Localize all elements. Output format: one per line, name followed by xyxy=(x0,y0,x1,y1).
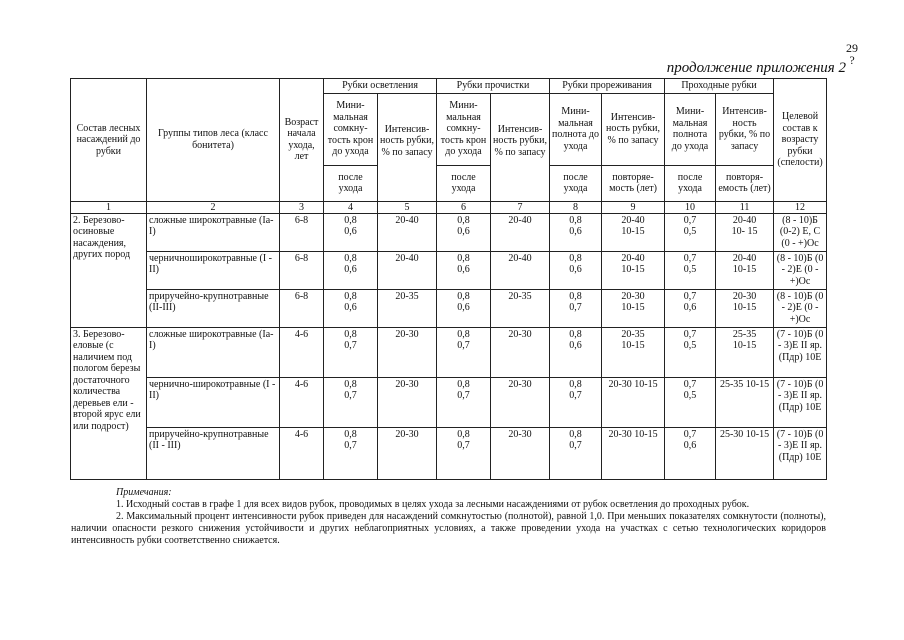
col-number: 4 xyxy=(324,201,378,213)
forest-type-cell: сложные широкотравные (Ia-I) xyxy=(147,327,280,377)
header-min-density-8: Мини-мальная полнота до ухода xyxy=(550,93,602,165)
table-row xyxy=(71,213,827,251)
header-intensity-7: Интенсив-ность рубки, % по запасу xyxy=(491,93,550,201)
header-group-thinning: Рубки прореживания xyxy=(550,79,665,94)
value-cell: 20-40 xyxy=(378,251,437,289)
value-cell: 20-30 xyxy=(378,327,437,377)
header-after-6: после ухода xyxy=(437,165,491,201)
notes-title: Примечания: xyxy=(116,487,172,498)
value-cell: 0,8 0,7 xyxy=(550,289,602,327)
value-cell: 0,7 0,5 xyxy=(665,377,716,427)
value-cell: 20-30 10-15 xyxy=(602,377,665,427)
value-cell: 0,7 0,5 xyxy=(665,327,716,377)
composition-cell: 3. Березово-еловые (с наличием под пологом березы достаточного количества деревьев ели - второй ярус ели или подрост) xyxy=(71,327,147,479)
target-cell: (8 - 10)Б (0 - 2)Е (0 - +)Ос xyxy=(774,251,827,289)
header-intensity-9: Интенсив-ность рубки, % по запасу xyxy=(602,93,665,165)
value-cell: 20-40 xyxy=(491,251,550,289)
care-felling-table xyxy=(70,78,827,480)
value-cell: 20-30 10-15 xyxy=(602,427,665,479)
col-number: 10 xyxy=(665,201,716,213)
value-cell: 0,8 0,6 xyxy=(437,251,491,289)
notes-section xyxy=(71,487,826,547)
value-cell: 0,8 0,7 xyxy=(437,377,491,427)
value-cell: 0,8 0,6 xyxy=(324,213,378,251)
header-group-passage: Проходные рубки xyxy=(665,79,774,94)
age-cell: 6-8 xyxy=(280,213,324,251)
value-cell: 0,8 0,7 xyxy=(324,377,378,427)
value-cell: 0,8 0,6 xyxy=(324,251,378,289)
value-cell: 0,8 0,6 xyxy=(550,327,602,377)
value-cell: 20-30 xyxy=(491,327,550,377)
header-target: Целевой состав к возрасту рубки (спелости) xyxy=(774,79,827,202)
col-number: 8 xyxy=(550,201,602,213)
table-row xyxy=(71,427,827,479)
value-cell: 20-30 xyxy=(378,377,437,427)
forest-type-cell: чернично-широкотравные (I - II) xyxy=(147,377,280,427)
target-cell: (7 - 10)Б (0 - 3)Е II яр. (Пдр) 10Е xyxy=(774,377,827,427)
header-start-age: Возраст начала ухода, лет xyxy=(280,79,324,202)
value-cell: 20-35 xyxy=(378,289,437,327)
col-number: 2 xyxy=(147,201,280,213)
value-cell: 0,7 0,6 xyxy=(665,427,716,479)
value-cell: 20-40 10-15 xyxy=(602,251,665,289)
page-number-value: 29 xyxy=(846,41,858,55)
header-after-4: после ухода xyxy=(324,165,378,201)
value-cell: 20-40 xyxy=(491,213,550,251)
target-cell: (8 - 10)Б (0 - 2)Е (0 - +)Ос xyxy=(774,289,827,327)
value-cell: 0,8 0,6 xyxy=(437,289,491,327)
value-cell: 25-35 10-15 xyxy=(716,327,774,377)
header-min-crown-6: Мини-мальная сомкну-тость крон до ухода xyxy=(437,93,491,165)
value-cell: 0,7 0,5 xyxy=(665,251,716,289)
value-cell: 25-35 10-15 xyxy=(716,377,774,427)
table-row xyxy=(71,377,827,427)
header-forest-types: Группы типов леса (класс бонитета) xyxy=(147,79,280,202)
value-cell: 0,8 0,7 xyxy=(324,327,378,377)
composition-cell: 2. Березово-осиновые насаждения, других пород xyxy=(71,213,147,327)
value-cell: 20-40 xyxy=(378,213,437,251)
col-number: 3 xyxy=(280,201,324,213)
value-cell: 0,8 0,6 xyxy=(550,213,602,251)
value-cell: 20-30 10-15 xyxy=(602,289,665,327)
col-number: 5 xyxy=(378,201,437,213)
value-cell: 0,8 0,6 xyxy=(550,251,602,289)
col-number: 11 xyxy=(716,201,774,213)
forest-type-cell: приручейно-крупнотравные (II-III) xyxy=(147,289,280,327)
header-repeat-9: повторяе-мость (лет) xyxy=(602,165,665,201)
header-after-10: после ухода xyxy=(665,165,716,201)
forest-type-cell: сложные широкотравные (Ia-I) xyxy=(147,213,280,251)
value-cell: 0,7 0,6 xyxy=(665,289,716,327)
value-cell: 0,8 0,7 xyxy=(550,377,602,427)
age-cell: 4-6 xyxy=(280,427,324,479)
age-cell: 4-6 xyxy=(280,327,324,377)
forest-type-cell: приручейно-крупнотравные (II - III) xyxy=(147,427,280,479)
age-cell: 6-8 xyxy=(280,251,324,289)
age-cell: 6-8 xyxy=(280,289,324,327)
col-number: 12 xyxy=(774,201,827,213)
age-cell: 4-6 xyxy=(280,377,324,427)
col-number: 7 xyxy=(491,201,550,213)
value-cell: 0,8 0,7 xyxy=(437,427,491,479)
header-min-crown-4: Мини-мальная сомкну-тость крон до ухода xyxy=(324,93,378,165)
value-cell: 20-35 10-15 xyxy=(602,327,665,377)
table-row xyxy=(71,289,827,327)
header-group-cleaning: Рубки прочистки xyxy=(437,79,550,94)
header-after-8: после ухода xyxy=(550,165,602,201)
col-number: 9 xyxy=(602,201,665,213)
continuation-title: продолжение приложения 2 xyxy=(666,60,846,76)
header-intensity-5: Интенсив-ность рубки, % по запасу xyxy=(378,93,437,201)
value-cell: 0,8 0,7 xyxy=(550,427,602,479)
value-cell: 0,8 0,6 xyxy=(324,289,378,327)
value-cell: 0,8 0,7 xyxy=(324,427,378,479)
note-1: 1. Исходный состав в графе 1 для всех видов рубок, проводимых в целях ухода за лесными насаждениями от рубок осветления до проходных рубок. xyxy=(116,499,750,510)
value-cell: 20-40 10-15 xyxy=(716,251,774,289)
forest-type-cell: черничноширокотравные (I - II) xyxy=(147,251,280,289)
value-cell: 0,7 0,5 xyxy=(665,213,716,251)
target-cell: (7 - 10)Б (0 - 3)Е II яр. (Пдр) 10Е xyxy=(774,327,827,377)
value-cell: 25-30 10-15 xyxy=(716,427,774,479)
table-row xyxy=(71,327,827,377)
note-2: 2. Максимальный процент интенсивности рубок приведен для насаждений сомкнутостью (полнотой), равной 1,0. При меньших показателях сомкнутости (полноты), наличии опасности резкого снижения устойчивости и других неблагоприятных условиях, а также проведении ухода на участках с сетью технологических коридоров интенсивность рубки соответственно снижается. xyxy=(71,511,826,546)
value-cell: 20-30 xyxy=(491,377,550,427)
page-number-line2: ? xyxy=(849,53,855,67)
header-group-clearing: Рубки осветления xyxy=(324,79,437,94)
value-cell: 0,8 0,7 xyxy=(437,327,491,377)
value-cell: 20-40 10-15 xyxy=(602,213,665,251)
value-cell: 20-30 10-15 xyxy=(716,289,774,327)
header-intensity-11: Интенсив-ность рубки, % по запасу xyxy=(716,93,774,165)
value-cell: 20-35 xyxy=(491,289,550,327)
table-row xyxy=(71,251,827,289)
header-min-density-10: Мини-мальная полнота до ухода xyxy=(665,93,716,165)
value-cell: 20-40 10- 15 xyxy=(716,213,774,251)
col-number: 6 xyxy=(437,201,491,213)
value-cell: 20-30 xyxy=(378,427,437,479)
target-cell: (8 - 10)Б (0-2) Е, С (0 - +)Ос xyxy=(774,213,827,251)
header-repeat-11: повторя-емость (лет) xyxy=(716,165,774,201)
target-cell: (7 - 10)Б (0 - 3)Е II яр. (Пдр) 10Е xyxy=(774,427,827,479)
value-cell: 20-30 xyxy=(491,427,550,479)
header-composition: Состав лесных насаждений до рубки xyxy=(71,79,147,202)
value-cell: 0,8 0,6 xyxy=(437,213,491,251)
col-number: 1 xyxy=(71,201,147,213)
